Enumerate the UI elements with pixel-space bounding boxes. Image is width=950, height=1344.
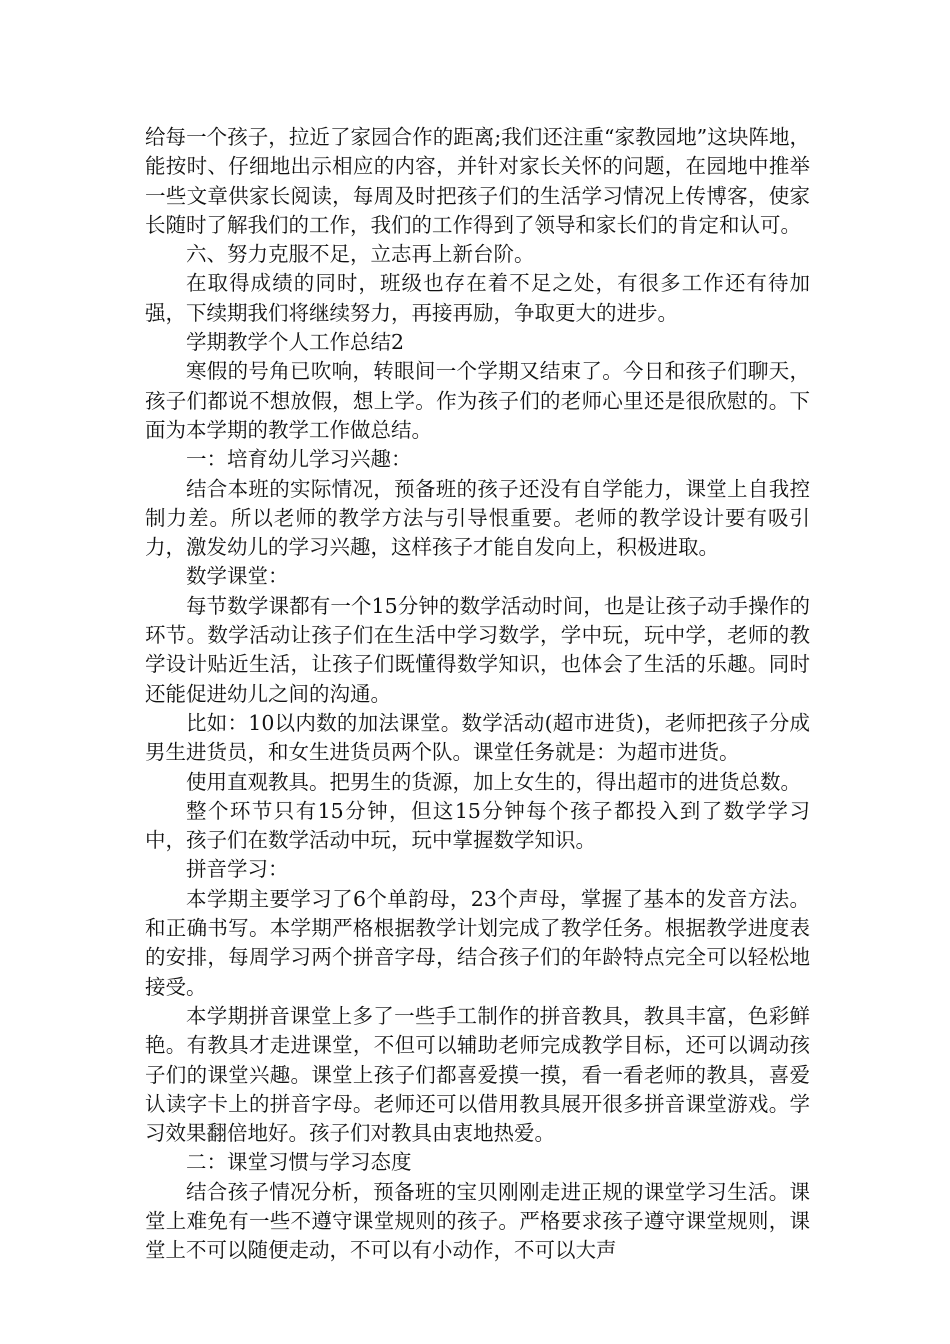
subheading-math: 数学课堂： xyxy=(186,564,289,589)
section-heading-2: 二：课堂习惯与学习态度 xyxy=(186,1150,412,1175)
paragraph: 本学期主要学习了6个单韵母，23个声母，掌握了基本的发音方法。和正确书写。本学期严格根据教学计划完成了教学任务。根据教学进度表的安排，每周学习两个拼音字母，结合孩子们的年龄特点完全可以轻松地接受。 xyxy=(145,886,810,999)
section-heading-1: 一：培育幼儿学习兴趣： xyxy=(186,447,412,472)
section-heading-6: 六、努力克服不足，立志再上新台阶。 xyxy=(186,242,535,267)
paragraph: 结合孩子情况分析，预备班的宝贝刚刚走进正规的课堂学习生活。课堂上难免有一些不遵守课堂规则的孩子。严格要求孩子遵守课堂规则，课堂上不可以随便走动，不可以有小动作，不可以大声 xyxy=(145,1179,810,1263)
paragraph: 本学期拼音课堂上多了一些手工制作的拼音教具，教具丰富，色彩鲜艳。有教具才走进课堂，不但可以辅助老师完成教学目标，还可以调动孩子们的课堂兴趣。课堂上孩子们都喜爱摸一摸，看一看老师的教具，喜爱认读字卡上的拼音字母。老师还可以借用教具展开很多拼音课堂游戏。学习效果翻倍地好。孩子们对教具由衷地热爱。 xyxy=(145,1003,810,1146)
subheading-pinyin: 拼音学习： xyxy=(186,857,289,882)
paragraph: 每节数学课都有一个15分钟的数学活动时间，也是让孩子动手操作的环节。数学活动让孩子们在生活中学习数学，学中玩，玩中学，老师的教学设计贴近生活，让孩子们既懂得数学知识，也体会了生活的乐趣。同时还能促进幼儿之间的沟通。 xyxy=(145,593,810,706)
paragraph: 比如：10以内数的加法课堂。数学活动(超市进货)，老师把孩子分成男生进货员，和女生进货员两个队。课堂任务就是：为超市进货。 xyxy=(145,710,810,765)
paragraph-continuation: 给每一个孩子，拉近了家园合作的距离;我们还注重“家教园地”这块阵地，能按时、仔细地出示相应的内容，并针对家长关怀的问题，在园地中推举一些文章供家长阅读，每周及时把孩子们的生活学习情况上传博客，使家长随时了解我们的工作，我们的工作得到了领导和家长们的肯定和认可。 xyxy=(145,125,810,237)
paragraph: 整个环节只有15分钟，但这15分钟每个孩子都投入到了数学学习中，孩子们在数学活动中玩，玩中掌握数学知识。 xyxy=(145,798,810,853)
paragraph: 寒假的号角已吹响，转眼间一个学期又结束了。今日和孩子们聊天，孩子们都说不想放假，想上学。作为孩子们的老师心里还是很欣慰的。下面为本学期的教学工作做总结。 xyxy=(145,359,810,442)
paragraph: 使用直观教具。把男生的货源，加上女生的，得出超市的进货总数。 xyxy=(186,769,801,794)
paragraph: 结合本班的实际情况，预备班的孩子还没有自学能力，课堂上自我控制力差。所以老师的教学方法与引导恨重要。老师的教学设计要有吸引力，激发幼儿的学习兴趣，这样孩子才能自发向上，积极进取。 xyxy=(145,476,810,560)
paragraph: 在取得成绩的同时，班级也存在着不足之处，有很多工作还有待加强，下续期我们将继续努力，再接再励，争取更大的进步。 xyxy=(145,271,810,325)
document-body xyxy=(145,123,810,1266)
document-title-2: 学期教学个人工作总结2 xyxy=(186,330,405,355)
